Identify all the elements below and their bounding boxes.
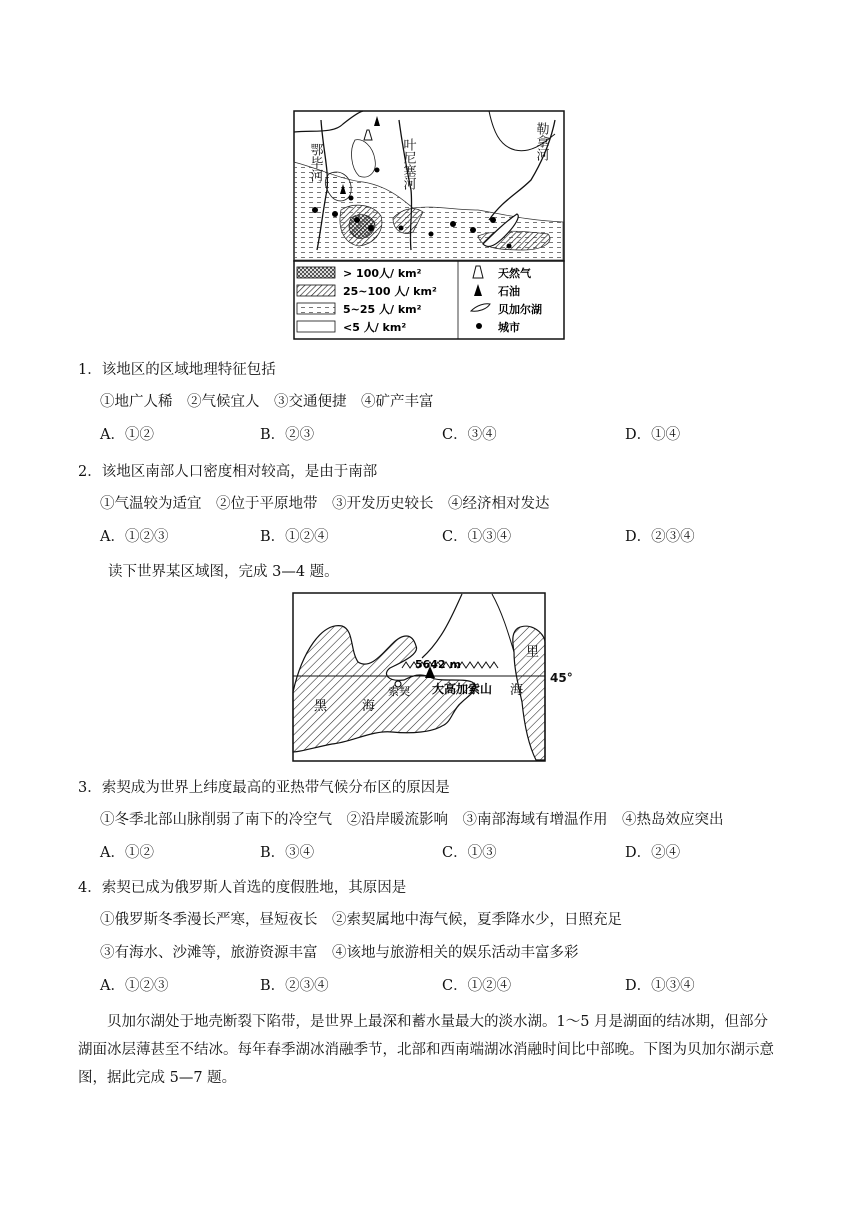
river-label-y: 叶尼塞河 [400, 138, 416, 190]
intro-3-4: 读下世界某区域图，完成 3—4 题。 [108, 564, 339, 580]
q4-option-c[interactable]: C．①②④ [442, 978, 512, 994]
q2-option-b[interactable]: B．①②④ [260, 529, 329, 545]
river-label-l: 勒拿河 [533, 122, 549, 161]
q2-option-c[interactable]: C．①③④ [442, 529, 512, 545]
caucasus-map-svg [292, 592, 546, 762]
q2-items: ①气温较为适宜 ②位于平原地带 ③开发历史较长 ④经济相对发达 [100, 496, 550, 512]
legend-label-1: > 100人/ km² [343, 267, 422, 280]
q1-items: ①地广人稀 ②气候宜人 ③交通便捷 ④矿产丰富 [100, 394, 434, 410]
q4-option-d[interactable]: D．①③④ [625, 978, 695, 994]
legend-label-7: 贝加尔湖 [498, 303, 542, 316]
legend-label-4: <5 人/ km² [343, 321, 407, 334]
q3-option-d[interactable]: D．②④ [625, 845, 681, 861]
q1-option-c[interactable]: C．③④ [442, 427, 497, 443]
passage-5-7: 贝加尔湖处于地壳断裂下陷带，是世界上最深和蓄水量最大的淡水湖。1～5 月是湖面的结冰期，但部分湖面冰层薄甚至不结冰。每年春季湖冰消融季节，北部和西南端湖冰消融时间比中部晚。下图为贝加尔湖示意图，据此完成 5—7 题。 [78, 1014, 774, 1086]
q4-items-2: ③有海水、沙滩等，旅游资源丰富 ④该地与旅游相关的娱乐活动丰富多彩 [100, 945, 579, 961]
map2-caspian-1: 里 [526, 645, 540, 660]
siberia-map-svg [293, 110, 565, 340]
city-dot-icon [476, 323, 482, 329]
map2-caspian-2: 海 [510, 683, 524, 698]
q1-option-a[interactable]: A．①② [100, 427, 154, 443]
q4-option-b[interactable]: B．②③④ [260, 978, 329, 994]
map2-city: 索契 [388, 685, 410, 698]
q4-option-a[interactable]: A．①②③ [100, 978, 169, 994]
latitude-label: 45° [550, 671, 573, 685]
legend-label-2: 25~100 人/ km² [343, 285, 437, 298]
river-label-e-1: 鄂毕河 [307, 143, 323, 182]
q3-items: ①冬季北部山脉削弱了南下的冷空气 ②沿岸暖流影响 ③南部海域有增温作用 ④热岛效应突出 [100, 812, 724, 828]
legend-label-3: 5~25 人/ km² [343, 303, 422, 316]
siberia-population-map [293, 110, 565, 340]
legend-label-6: 石油 [498, 285, 520, 298]
q2-option-d[interactable]: D．②③④ [625, 529, 695, 545]
q3-option-a[interactable]: A．①② [100, 845, 154, 861]
q3-stem: 3．索契成为世界上纬度最高的亚热带气候分布区的原因是 [78, 780, 450, 796]
map2-elevation: 5642 m [415, 658, 461, 671]
caucasus-map [292, 592, 546, 762]
map2-mountain: 大高加索山 [432, 682, 493, 696]
map2-black-2: 海 [362, 699, 376, 714]
q2-stem: 2．该地区南部人口密度相对较高，是由于南部 [78, 464, 378, 480]
q4-stem: 4．索契已成为俄罗斯人首选的度假胜地，其原因是 [78, 880, 407, 896]
q1-stem: 1．该地区的区域地理特征包括 [78, 362, 276, 378]
q3-option-c[interactable]: C．①③ [442, 845, 497, 861]
q2-option-a[interactable]: A．①②③ [100, 529, 169, 545]
legend-label-8: 城市 [498, 321, 520, 334]
q1-option-d[interactable]: D．①④ [625, 427, 681, 443]
q4-items-1: ①俄罗斯冬季漫长严寒，昼短夜长 ②索契属地中海气候，夏季降水少，日照充足 [100, 912, 622, 928]
map2-black-1: 黑 [314, 699, 328, 714]
q1-option-b[interactable]: B．②③ [260, 427, 315, 443]
legend-label-5: 天然气 [498, 267, 531, 280]
q3-option-b[interactable]: B．③④ [260, 845, 315, 861]
